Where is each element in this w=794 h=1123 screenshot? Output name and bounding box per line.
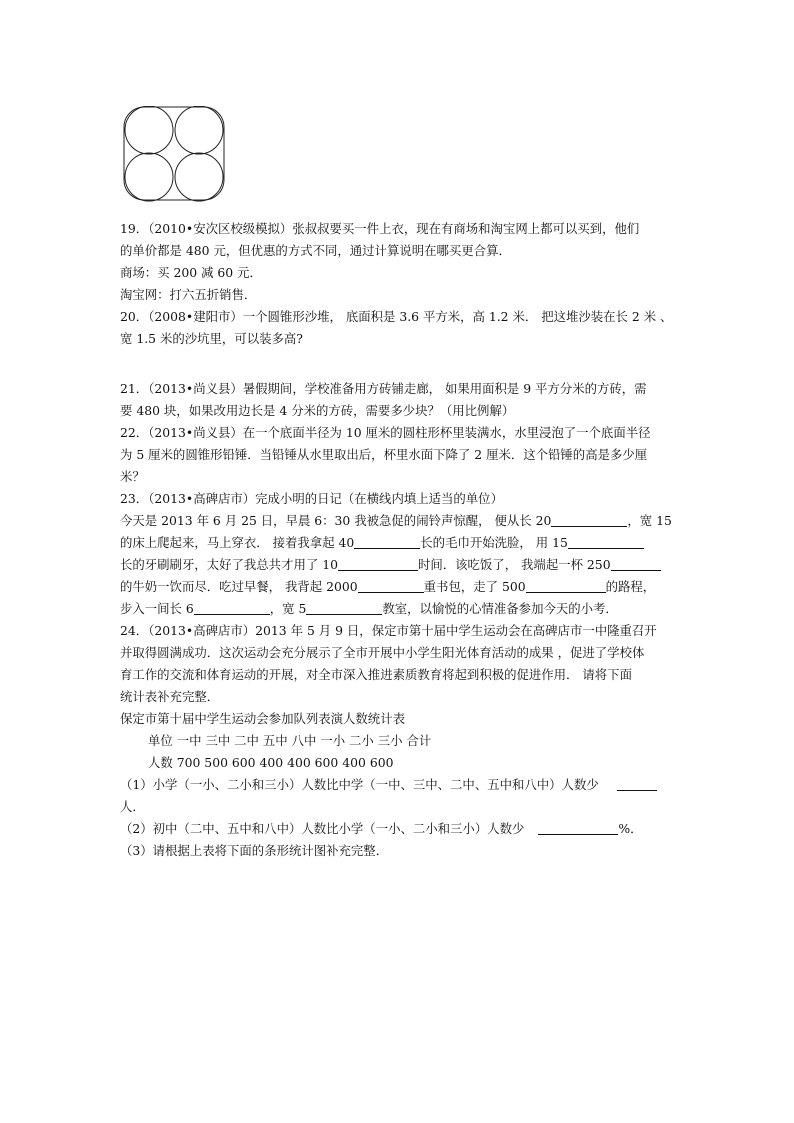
q24-part-2	[120, 818, 680, 840]
question-22	[120, 422, 680, 488]
circle-top-right	[175, 106, 223, 154]
circle-bottom-left	[125, 153, 173, 201]
answer-blank[interactable]	[306, 600, 382, 615]
four-circles-in-rounded-square-figure	[121, 106, 227, 202]
question-19	[120, 218, 680, 306]
q19-line-2: 的单价都是 480 元，但优惠的方式不同，通过计算说明在哪买更合算．	[120, 243, 511, 258]
circle-bottom-right	[175, 153, 223, 201]
q23-line-5	[120, 576, 680, 598]
answer-blank[interactable]	[338, 556, 418, 571]
q19-mall-offer: 商场：买 200 减 60 元．	[120, 265, 262, 280]
q24-part-1	[120, 774, 680, 796]
q24-line-2: 并取得圆满成功．这次运动会充分展示了全市开展中小学生阳光体育活动的成果 ，促进了学校体	[120, 645, 645, 660]
q23-text: 长的牙刷刷牙，太好了我总共才用了 10	[120, 557, 338, 572]
answer-blank[interactable]	[551, 512, 627, 527]
q22-line-1: 22．（2013•尚义县）在一个底面半径为 10 厘米的圆柱形杯里装满水，水里浸泡了一个底面半径	[120, 425, 651, 440]
answer-blank[interactable]	[538, 820, 618, 835]
q23-text: 的路程，	[605, 579, 656, 594]
question-23	[120, 488, 680, 620]
question-24	[120, 620, 680, 862]
q24-part-1-unit: 人．	[120, 799, 145, 814]
answer-blank[interactable]	[354, 534, 420, 549]
table-row-units: 单位 一中 三中 二中 五中 八中 一小 二小 三小 合计	[148, 733, 432, 748]
q19-line-1: 19．（2010•安次区校级模拟）张叔叔要买一件上衣，现在有商场和淘宝网上都可以买到，他们	[120, 221, 640, 236]
question-21	[120, 378, 680, 422]
answer-blank[interactable]	[358, 578, 424, 593]
q22-line-2: 为 5 厘米的圆锥形铅锤．当铅锤从水里取出后，杯里水面下降了 2 厘米．这个铅锤的高是多少厘	[120, 447, 648, 462]
q20-line-2: 宽 1.5 米的沙坑里，可以装多高?	[120, 331, 303, 346]
table-title: 保定市第十届中学生运动会参加队列表演人数统计表	[120, 711, 405, 726]
q23-text: 的床上爬起来，马上穿衣． 接着我拿起 40	[120, 535, 355, 550]
answer-blank[interactable]	[617, 776, 657, 791]
q24-text: （1）小学（一小、二小和三小）人数比中学（一中、三中、二中、五中和八中）人数少	[120, 777, 599, 792]
q23-line-1: 23．（2013•高碑店市）完成小明的日记（在横线内填上适当的单位）	[120, 491, 503, 506]
q24-text: %．	[618, 821, 643, 836]
q23-text: 教室，以愉悦的心情准备参加今天的小考．	[382, 601, 618, 616]
q24-line-4: 统计表补充完整．	[120, 689, 220, 704]
q23-line-6	[120, 598, 680, 620]
question-20	[120, 306, 680, 350]
table-row-counts: 人数 700 500 600 400 400 600 400 600	[148, 755, 394, 770]
q21-line-1: 21．（2013•尚义县）暑假期间，学校准备用方砖铺走廊， 如果用面积是 9 平方分米的方砖，需	[120, 381, 647, 396]
answer-blank[interactable]	[568, 534, 644, 549]
q23-text: 步入一间长 6	[120, 601, 194, 616]
q21-line-2: 要 480 块，如果改用边长是 4 分米的方砖，需要多少块？（用比例解）	[120, 403, 515, 418]
q23-text: 长的毛巾开始洗脸， 用 15	[420, 535, 568, 550]
q20-line-1: 20．（2008•建阳市）一个圆锥形沙堆， 底面积是 3.6 平方米，高 1.2 米． 把这堆沙装在长 2 米 、	[120, 309, 673, 324]
q23-text: 时间．该吃饭了， 我端起一杯 250	[417, 557, 611, 572]
answer-blank[interactable]	[194, 600, 270, 615]
circle-top-left	[125, 106, 173, 154]
q24-text: （2）初中（二中、五中和八中）人数比小学（一小、二小和三小）人数少	[120, 821, 525, 836]
q24-part-3: （3）请根据上表将下面的条形统计图补充完整．	[120, 843, 389, 858]
q24-line-1: 24．（2013•高碑店市）2013 年 5 月 9 日，保定市第十届中学生运动会在高碑店市一中隆重召开	[120, 623, 657, 638]
answer-blank[interactable]	[611, 556, 661, 571]
questions-content	[120, 218, 680, 862]
q23-text: 的牛奶一饮而尽．吃过早餐， 我背起 2000	[120, 579, 358, 594]
q23-line-4	[120, 554, 680, 576]
q23-text: 重书包，走了 500	[423, 579, 526, 594]
rounded-square	[124, 107, 224, 200]
q23-text: 今天是 2013 年 6 月 25 日，早晨 6：30 我被急促的闹铃声惊醒， 便从长 20	[120, 513, 552, 528]
q23-text: ，宽 5	[269, 601, 307, 616]
q24-line-3: 育工作的交流和体育运动的开展，对全市深入推进素质教育将起到积极的促进作用． 请将下面	[120, 667, 632, 682]
q23-text: ，宽 15	[627, 513, 672, 528]
answer-blank[interactable]	[526, 578, 606, 593]
q23-line-3	[120, 532, 680, 554]
q19-taobao-offer: 淘宝网：打六五折销售．	[120, 287, 257, 302]
q23-line-2	[120, 510, 680, 532]
q22-line-3: 米？	[120, 469, 145, 484]
